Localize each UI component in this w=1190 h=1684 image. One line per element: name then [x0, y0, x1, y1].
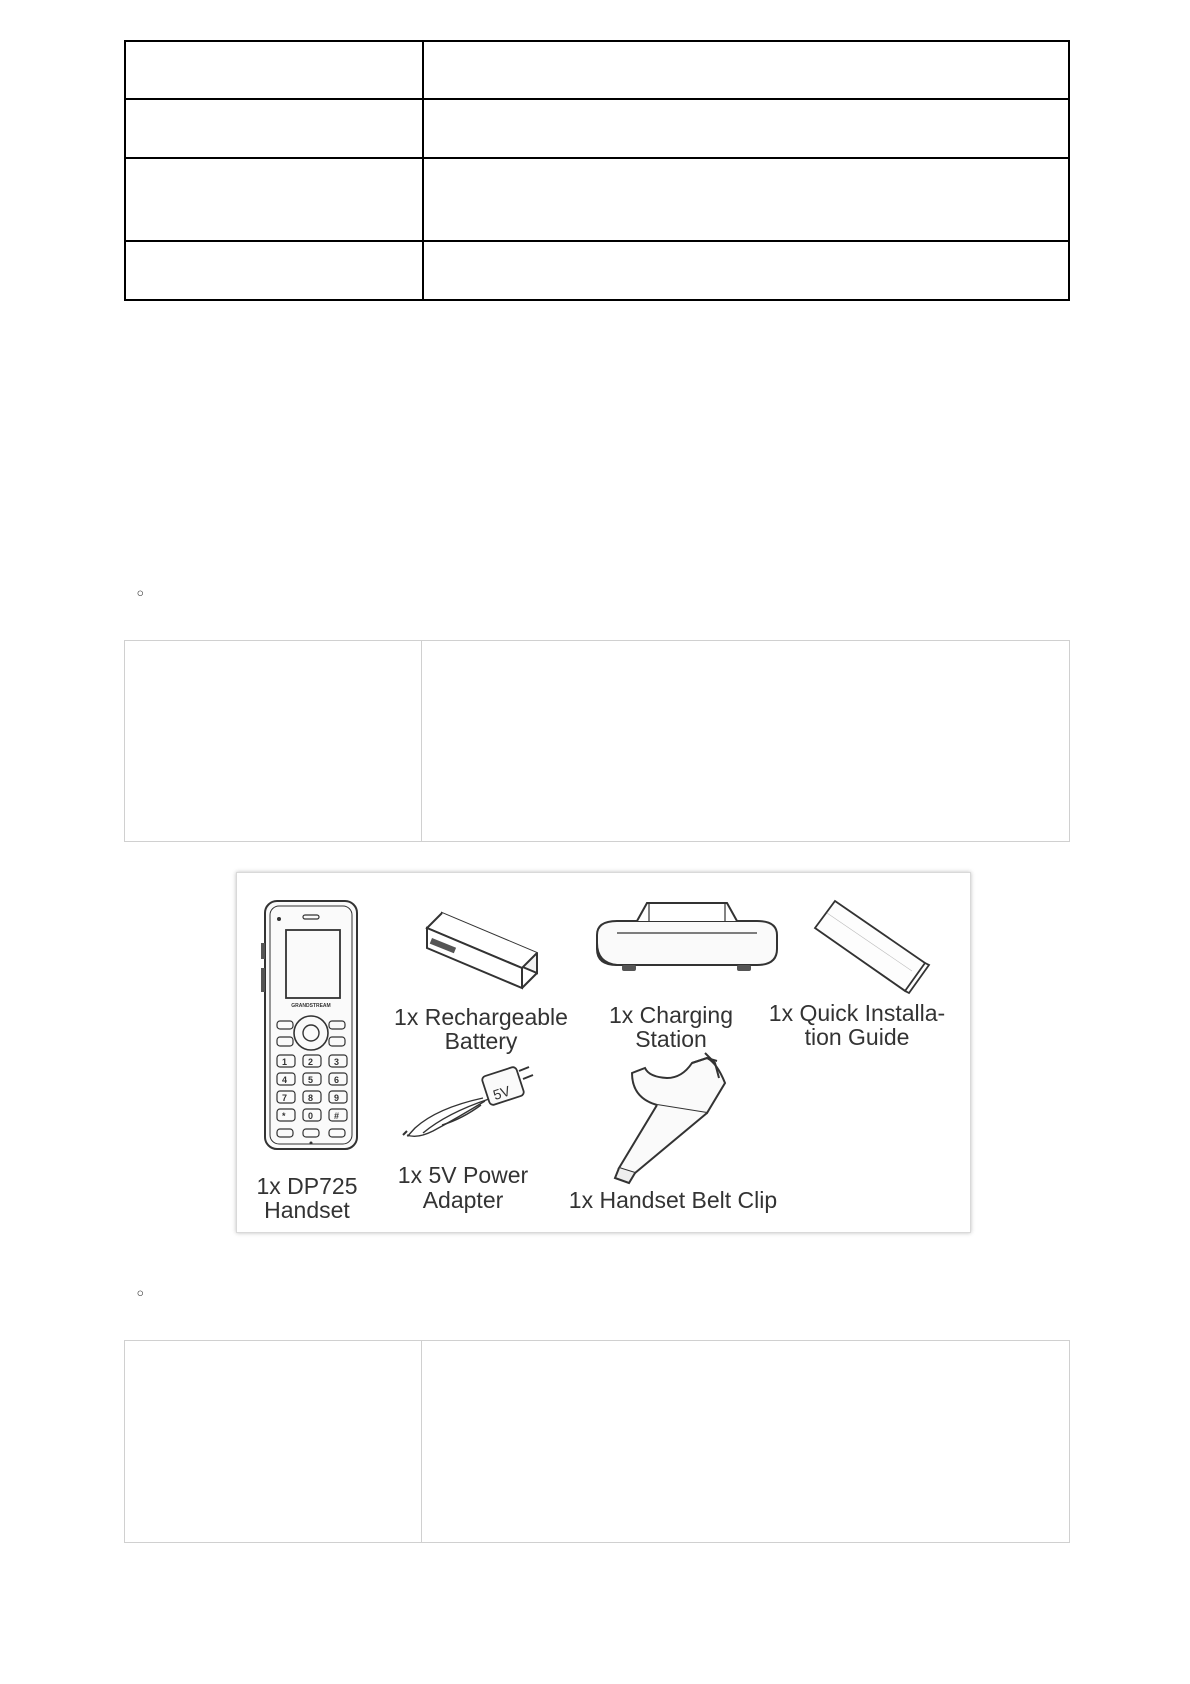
list-bullet: ◦	[135, 584, 146, 605]
caption-charging-line1: 1x Charging	[608, 1002, 734, 1028]
keypad-key-label: 7	[282, 1093, 288, 1103]
list-bullet: ◦	[135, 1284, 146, 1305]
table-cell	[423, 99, 1069, 158]
keypad-key-label: 6	[334, 1075, 340, 1085]
keypad-key-label: *	[282, 1111, 286, 1121]
table-cell	[125, 1341, 422, 1543]
caption-battery-line1: 1x Rechargeable	[394, 1004, 568, 1030]
caption-belt-clip: 1x Handset Belt Clip	[568, 1187, 778, 1213]
caption-guide-line1: 1x Quick Installa-	[768, 1000, 946, 1026]
caption-adapter-line2: Adapter	[422, 1187, 504, 1213]
caption-handset-line1: 1x DP725	[256, 1173, 358, 1199]
table-cell	[423, 158, 1069, 241]
caption-handset-line2: Handset	[264, 1197, 350, 1223]
keypad-key-label: 9	[334, 1093, 340, 1103]
package-table	[124, 1340, 1070, 1543]
table-cell	[422, 641, 1070, 842]
table-row	[125, 641, 1070, 842]
table-cell	[125, 241, 423, 300]
keypad-key-label: #	[334, 1111, 340, 1121]
table-row	[125, 1341, 1070, 1543]
table-row	[125, 41, 1069, 99]
table-cell	[422, 1341, 1070, 1543]
table-cell	[423, 41, 1069, 99]
power-adapter-illustration	[403, 1066, 533, 1136]
charging-station-illustration	[597, 903, 777, 971]
table-row	[125, 99, 1069, 158]
caption-guide-line2: tion Guide	[804, 1024, 910, 1050]
table-cell	[423, 241, 1069, 300]
battery-illustration	[427, 913, 537, 988]
table-row	[125, 241, 1069, 300]
keypad-key-label: 8	[308, 1093, 314, 1103]
adapter-voltage-label: 5V	[490, 1082, 513, 1104]
keypad-key-label: 0	[308, 1111, 314, 1121]
table-cell	[125, 158, 423, 241]
table-row	[125, 158, 1069, 241]
keypad-key-label: 3	[334, 1057, 340, 1067]
caption-charging-line2: Station	[635, 1026, 707, 1052]
package-contents-figure	[236, 872, 971, 1233]
quick-installation-guide-illustration	[815, 901, 929, 993]
table-cell	[125, 41, 423, 99]
keypad-key-label: 4	[282, 1075, 288, 1085]
caption-adapter-line1: 1x 5V Power	[397, 1162, 529, 1188]
package-table	[124, 640, 1070, 842]
keypad-key-label: 2	[308, 1057, 314, 1067]
belt-clip-illustration	[615, 1053, 725, 1183]
table-cell	[125, 641, 422, 842]
caption-battery-line2: Battery	[444, 1028, 518, 1054]
spec-table	[124, 40, 1070, 301]
phone-brand-logo: GRANDSTREAM	[291, 1003, 331, 1009]
table-cell	[125, 99, 423, 158]
keypad-key-label: 5	[308, 1075, 314, 1085]
keypad-key-label: 1	[282, 1057, 288, 1067]
